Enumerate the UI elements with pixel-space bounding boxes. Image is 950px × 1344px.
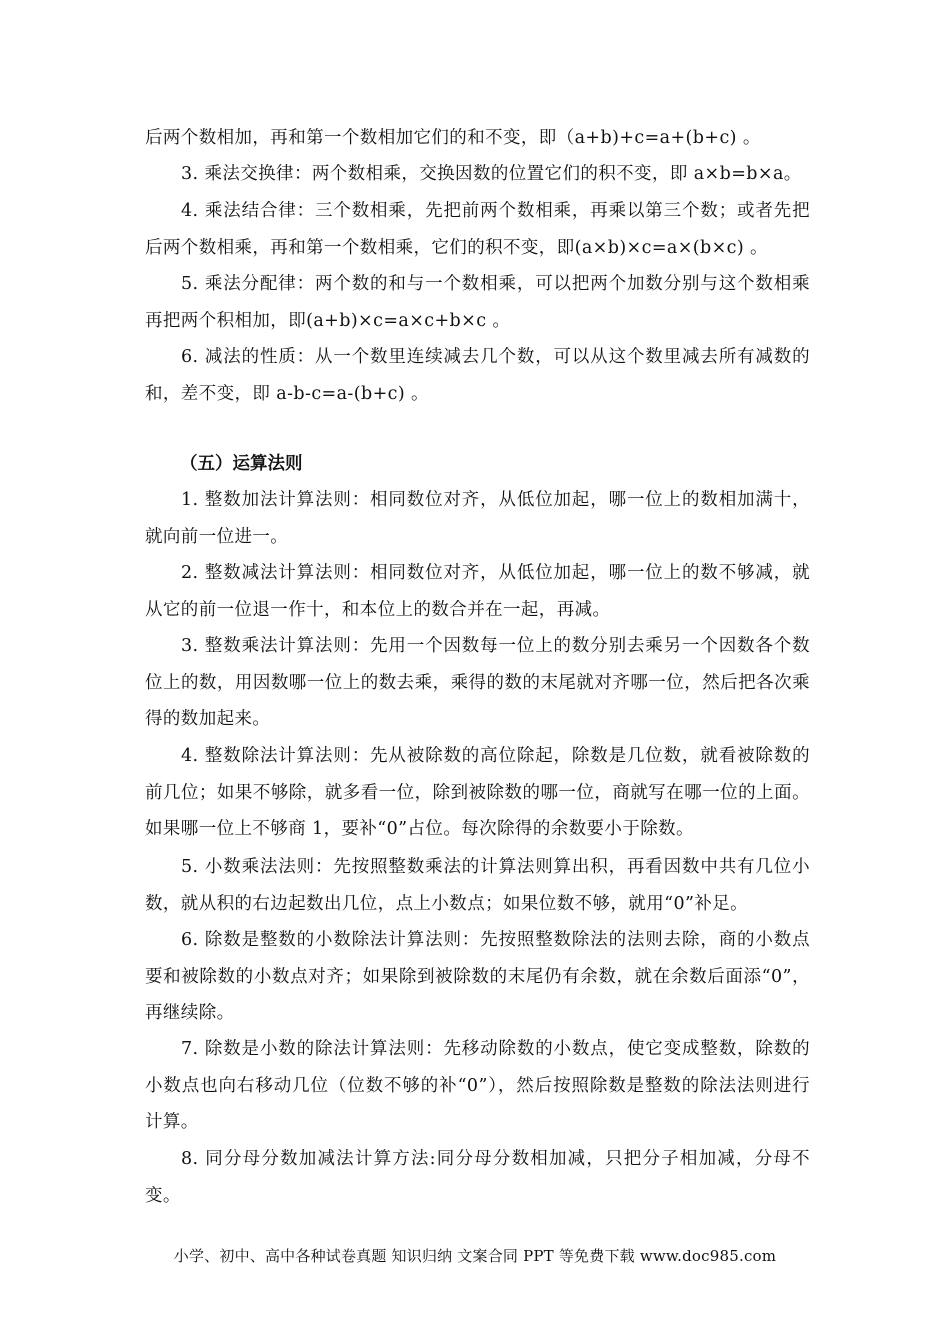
rule-decimal-division-decimal-divisor: 7. 除数是小数的除法计算法则：先移动除数的小数点，使它变成整数，除数的小数点也向右移动几位（位数不够的补“0”），然后按照除数是整数的除法法则进行计算。 bbox=[145, 1039, 810, 1132]
paragraph-subtraction-property: 6. 减法的性质：从一个数里连续减去几个数，可以从这个数里减去所有减数的和，差不变，即 a-b-c=a-(b+c) 。 bbox=[145, 347, 810, 404]
rule-decimal-multiplication: 5. 小数乘法法则：先按照整数乘法的计算法则算出积，再看因数中共有几位小数，就从积的右边起数出几位，点上小数点；如果位数不够，就用“0”补足。 bbox=[145, 857, 810, 914]
paragraph-distributive: 5. 乘法分配律：两个数的和与一个数相乘，可以把两个加数分别与这个数相乘再把两个积相加，即(a+b)×c=a×c+b×c 。 bbox=[145, 274, 810, 331]
rule-integer-division: 4. 整数除法计算法则：先从被除数的高位除起，除数是几位数，就看被除数的前几位；如果不够除，就多看一位，除到被除数的哪一位，商就写在哪一位的上面。如果哪一位上不够商 1，要补“0”占位。每次除得的余数要小于除数。 bbox=[145, 746, 810, 839]
rule-integer-subtraction: 2. 整数减法计算法则：相同数位对齐，从低位加起，哪一位上的数不够减，就从它的前一位退一作十，和本位上的数合并在一起，再减。 bbox=[145, 563, 810, 620]
rule-integer-addition: 1. 整数加法计算法则：相同数位对齐，从低位加起，哪一位上的数相加满十，就向前一位进一。 bbox=[145, 490, 810, 547]
page-footer: 小学、初中、高中各种试卷真题 知识归纳 文案合同 PPT 等免费下载 www.doc985.com bbox=[173, 1247, 777, 1265]
section-heading: （五）运算法则 bbox=[180, 454, 303, 474]
paragraph-multiplication-associative: 4. 乘法结合律：三个数相乘，先把前两个数相乘，再乘以第三个数；或者先把后两个数相乘，再和第一个数相乘，它们的积不变，即(a×b)×c=a×(b×c) 。 bbox=[145, 201, 810, 258]
rule-integer-multiplication: 3. 整数乘法计算法则：先用一个因数每一位上的数分别去乘另一个因数各个数位上的数，用因数哪一位上的数去乘，乘得的数的末尾就对齐哪一位，然后把各次乘得的数加起来。 bbox=[145, 636, 810, 729]
rule-same-denominator-fractions: 8. 同分母分数加减法计算方法:同分母分数相加减，只把分子相加减，分母不变。 bbox=[145, 1149, 810, 1206]
rule-decimal-division-integer-divisor: 6. 除数是整数的小数除法计算法则：先按照整数除法的法则去除，商的小数点要和被除数的小数点对齐；如果除到被除数的末尾仍有余数，就在余数后面添“0”，再继续除。 bbox=[145, 930, 810, 1023]
paragraph-addition-associative-cont: 后两个数相加，再和第一个数相加它们的和不变，即（a+b)+c=a+(b+c) 。 bbox=[145, 128, 761, 148]
paragraph-multiplication-commutative: 3. 乘法交换律：两个数相乘，交换因数的位置它们的积不变，即 a×b=b×a。 bbox=[181, 164, 802, 184]
